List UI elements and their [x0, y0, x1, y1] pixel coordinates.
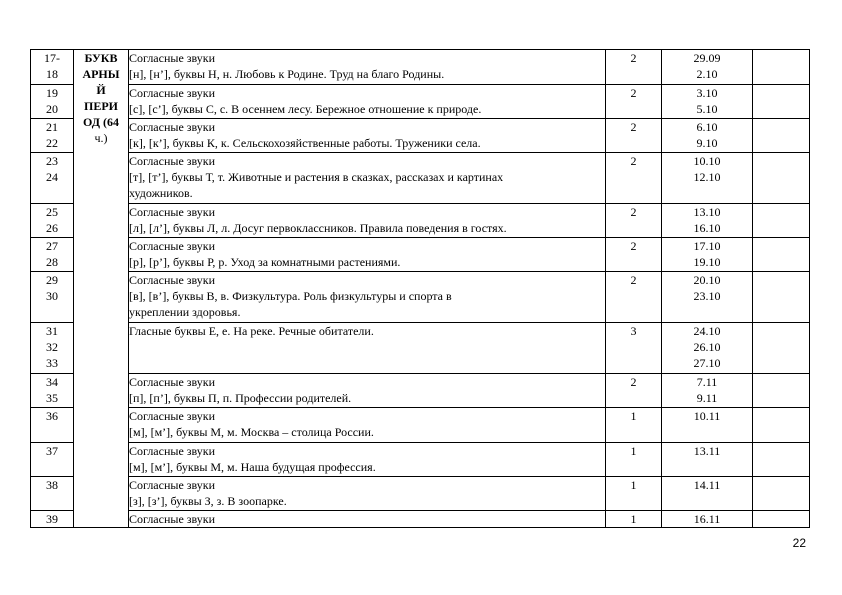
- hours-cell: [606, 374, 662, 408]
- lesson-topic: [з], [з’], буквы З, з. В зоопарке.: [129, 494, 287, 508]
- lesson-date: 14.11: [693, 478, 721, 492]
- lesson-date: 20.10: [693, 273, 721, 287]
- hours-cell: [606, 119, 662, 153]
- hours-cell: [606, 50, 662, 85]
- lesson-number: 21: [46, 120, 58, 134]
- hours-value: 2: [630, 239, 637, 253]
- lesson-number: 26: [46, 221, 58, 235]
- hours-value: 2: [630, 51, 637, 65]
- lesson-date: 10.10: [693, 154, 721, 168]
- hours-value: 2: [630, 273, 637, 287]
- lesson-topic: [к], [к’], буквы К, к. Сельскохозяйственные работы. Труженики села.: [129, 136, 481, 150]
- lesson-date: 2.10: [696, 67, 718, 81]
- lesson-topic: художников.: [129, 186, 193, 200]
- table-row: [31, 477, 810, 511]
- lesson-number-cell: [31, 50, 74, 85]
- hours-cell: [606, 511, 662, 528]
- table-row: [31, 374, 810, 408]
- date-cell: [662, 204, 753, 238]
- lesson-topic: Согласные звуки: [129, 512, 216, 526]
- lesson-number-cell: [31, 374, 74, 408]
- lesson-topic: [т], [т’], буквы Т, т. Животные и растения в сказках, рассказах и картинах: [129, 170, 504, 184]
- note-cell: [753, 153, 810, 204]
- lesson-date: 9.10: [696, 136, 718, 150]
- date-cell: [662, 238, 753, 272]
- lesson-topic: Согласные звуки: [129, 239, 216, 253]
- note-cell: [753, 85, 810, 119]
- lesson-topic: Согласные звуки: [129, 478, 216, 492]
- lesson-topic: Согласные звуки: [129, 409, 216, 423]
- lesson-date: 5.10: [696, 102, 718, 116]
- lesson-number: 29: [46, 273, 58, 287]
- period-cell: [74, 50, 129, 528]
- lesson-topic-cell: [129, 408, 606, 443]
- lesson-topic-cell: [129, 50, 606, 85]
- lesson-number: 25: [46, 205, 58, 219]
- date-cell: [662, 119, 753, 153]
- date-cell: [662, 85, 753, 119]
- lesson-date: 24.10: [693, 324, 721, 338]
- lesson-topic-cell: [129, 272, 606, 323]
- lesson-number: 32: [46, 340, 58, 354]
- period-label: АРНЫ: [82, 67, 120, 81]
- lesson-number: 31: [46, 324, 58, 338]
- table-row: [31, 119, 810, 153]
- lesson-topic-cell: [129, 323, 606, 374]
- lesson-date: 10.11: [693, 409, 721, 423]
- date-cell: [662, 50, 753, 85]
- note-cell: [753, 374, 810, 408]
- table-row: [31, 85, 810, 119]
- lesson-topic-cell: [129, 374, 606, 408]
- lesson-number: 28: [46, 255, 58, 269]
- lesson-topic: [р], [р’], буквы Р, р. Уход за комнатными растениями.: [129, 255, 401, 269]
- lesson-topic-cell: [129, 238, 606, 272]
- lesson-date: 16.11: [693, 512, 721, 526]
- lesson-number: 30: [46, 289, 58, 303]
- hours-value: 1: [630, 478, 637, 492]
- lesson-number: 33: [46, 356, 58, 370]
- lesson-topic: Согласные звуки: [129, 120, 216, 134]
- lesson-date: 12.10: [693, 170, 721, 184]
- hours-value: 2: [630, 205, 637, 219]
- lesson-topic: [м], [м’], буквы М, м. Москва – столица России.: [129, 425, 374, 439]
- lesson-number: 20: [46, 102, 58, 116]
- lesson-topic: [в], [в’], буквы В, в. Физкультура. Роль физкультуры и спорта в: [129, 289, 452, 303]
- lesson-date: 26.10: [693, 340, 721, 354]
- date-cell: [662, 323, 753, 374]
- note-cell: [753, 511, 810, 528]
- lesson-number-cell: [31, 408, 74, 443]
- lesson-number-cell: [31, 511, 74, 528]
- lesson-date: 7.11: [696, 375, 718, 389]
- hours-value: 1: [630, 444, 637, 458]
- lesson-topic-cell: [129, 119, 606, 153]
- note-cell: [753, 119, 810, 153]
- hours-cell: [606, 477, 662, 511]
- note-cell: [753, 443, 810, 477]
- hours-cell: [606, 153, 662, 204]
- table-row: [31, 153, 810, 204]
- lesson-number: 35: [46, 391, 58, 405]
- hours-value: 2: [630, 120, 637, 134]
- hours-cell: [606, 323, 662, 374]
- date-cell: [662, 408, 753, 443]
- lesson-plan-table: [30, 49, 810, 528]
- lesson-date: 9.11: [696, 391, 718, 405]
- lesson-topic-cell: [129, 85, 606, 119]
- lesson-topic: Согласные звуки: [129, 205, 216, 219]
- lesson-number-cell: [31, 272, 74, 323]
- lesson-topic: [м], [м’], буквы М, м. Наша будущая профессия.: [129, 460, 376, 474]
- lesson-date: 13.11: [693, 444, 721, 458]
- lesson-number-cell: [31, 477, 74, 511]
- lesson-topic: Согласные звуки: [129, 154, 216, 168]
- table-row: [31, 323, 810, 374]
- lesson-date: 3.10: [696, 86, 718, 100]
- note-cell: [753, 408, 810, 443]
- period-label: БУКВ: [84, 51, 118, 65]
- hours-cell: [606, 204, 662, 238]
- note-cell: [753, 238, 810, 272]
- hours-value: 1: [630, 512, 637, 526]
- lesson-topic: [п], [п’], буквы П, п. Профессии родителей.: [129, 391, 352, 405]
- lesson-topic: укреплении здоровья.: [129, 305, 241, 319]
- lesson-number: 24: [46, 170, 58, 184]
- lesson-number-cell: [31, 85, 74, 119]
- table-row: [31, 204, 810, 238]
- note-cell: [753, 477, 810, 511]
- lesson-number-cell: [31, 323, 74, 374]
- lesson-date: 6.10: [696, 120, 718, 134]
- hours-value: 3: [630, 324, 637, 338]
- lesson-topic-cell: [129, 511, 606, 528]
- table-row: [31, 443, 810, 477]
- lesson-number-cell: [31, 119, 74, 153]
- lesson-number: 27: [46, 239, 58, 253]
- lesson-number: 37: [46, 444, 58, 458]
- table-row: [31, 272, 810, 323]
- period-hours-label: ч.): [94, 131, 108, 145]
- table-row: [31, 408, 810, 443]
- page-number: 22: [792, 536, 806, 550]
- date-cell: [662, 511, 753, 528]
- lesson-date: 19.10: [693, 255, 721, 269]
- table-row: [31, 511, 810, 528]
- lesson-date: 16.10: [693, 221, 721, 235]
- lesson-topic-cell: [129, 443, 606, 477]
- hours-value: 2: [630, 154, 637, 168]
- date-cell: [662, 374, 753, 408]
- lesson-date: 17.10: [693, 239, 721, 253]
- lesson-number-cell: [31, 153, 74, 204]
- hours-cell: [606, 85, 662, 119]
- hours-cell: [606, 238, 662, 272]
- note-cell: [753, 272, 810, 323]
- date-cell: [662, 443, 753, 477]
- lesson-date: 27.10: [693, 356, 721, 370]
- date-cell: [662, 272, 753, 323]
- lesson-number: 23: [46, 154, 58, 168]
- lesson-number-cell: [31, 204, 74, 238]
- lesson-number-cell: [31, 443, 74, 477]
- lesson-topic: Согласные звуки: [129, 51, 216, 65]
- lesson-number: 18: [46, 67, 58, 81]
- lesson-topic: Согласные звуки: [129, 273, 216, 287]
- note-cell: [753, 323, 810, 374]
- lesson-number: 19: [46, 86, 58, 100]
- lesson-number: 36: [46, 409, 58, 423]
- lesson-topic: Согласные звуки: [129, 444, 216, 458]
- note-cell: [753, 204, 810, 238]
- lesson-number: 38: [46, 478, 58, 492]
- date-cell: [662, 477, 753, 511]
- lesson-topic-cell: [129, 477, 606, 511]
- hours-cell: [606, 443, 662, 477]
- lesson-number: 34: [46, 375, 58, 389]
- lesson-topic: Согласные звуки: [129, 86, 216, 100]
- lesson-number-cell: [31, 238, 74, 272]
- period-label: ОД (64: [83, 115, 119, 129]
- date-cell: [662, 153, 753, 204]
- note-cell: [753, 50, 810, 85]
- hours-value: 2: [630, 375, 637, 389]
- lesson-topic: [с], [с’], буквы С, с. В осеннем лесу. Бережное отношение к природе.: [129, 102, 482, 116]
- period-label: ПЕРИ: [83, 99, 118, 113]
- lesson-topic: Гласные буквы Е, е. На реке. Речные обитатели.: [129, 324, 374, 338]
- lesson-date: 13.10: [693, 205, 721, 219]
- period-label: Й: [96, 83, 106, 97]
- table-row: [31, 238, 810, 272]
- lesson-number: 22: [46, 136, 58, 150]
- lesson-date: 23.10: [693, 289, 721, 303]
- hours-cell: [606, 408, 662, 443]
- hours-value: 2: [630, 86, 637, 100]
- lesson-topic: [н], [н’], буквы Н, н. Любовь к Родине. Труд на благо Родины.: [129, 67, 445, 81]
- lesson-date: 29.09: [693, 51, 721, 65]
- lesson-topic: [л], [л’], буквы Л, л. Досуг первоклассников. Правила поведения в гостях.: [129, 221, 507, 235]
- lesson-topic-cell: [129, 204, 606, 238]
- lesson-number: 17-: [44, 51, 60, 65]
- lesson-plan-body: [31, 50, 810, 528]
- lesson-topic: Согласные звуки: [129, 375, 216, 389]
- hours-value: 1: [630, 409, 637, 423]
- hours-cell: [606, 272, 662, 323]
- lesson-number: 39: [46, 512, 58, 526]
- table-row: [31, 50, 810, 85]
- lesson-topic-cell: [129, 153, 606, 204]
